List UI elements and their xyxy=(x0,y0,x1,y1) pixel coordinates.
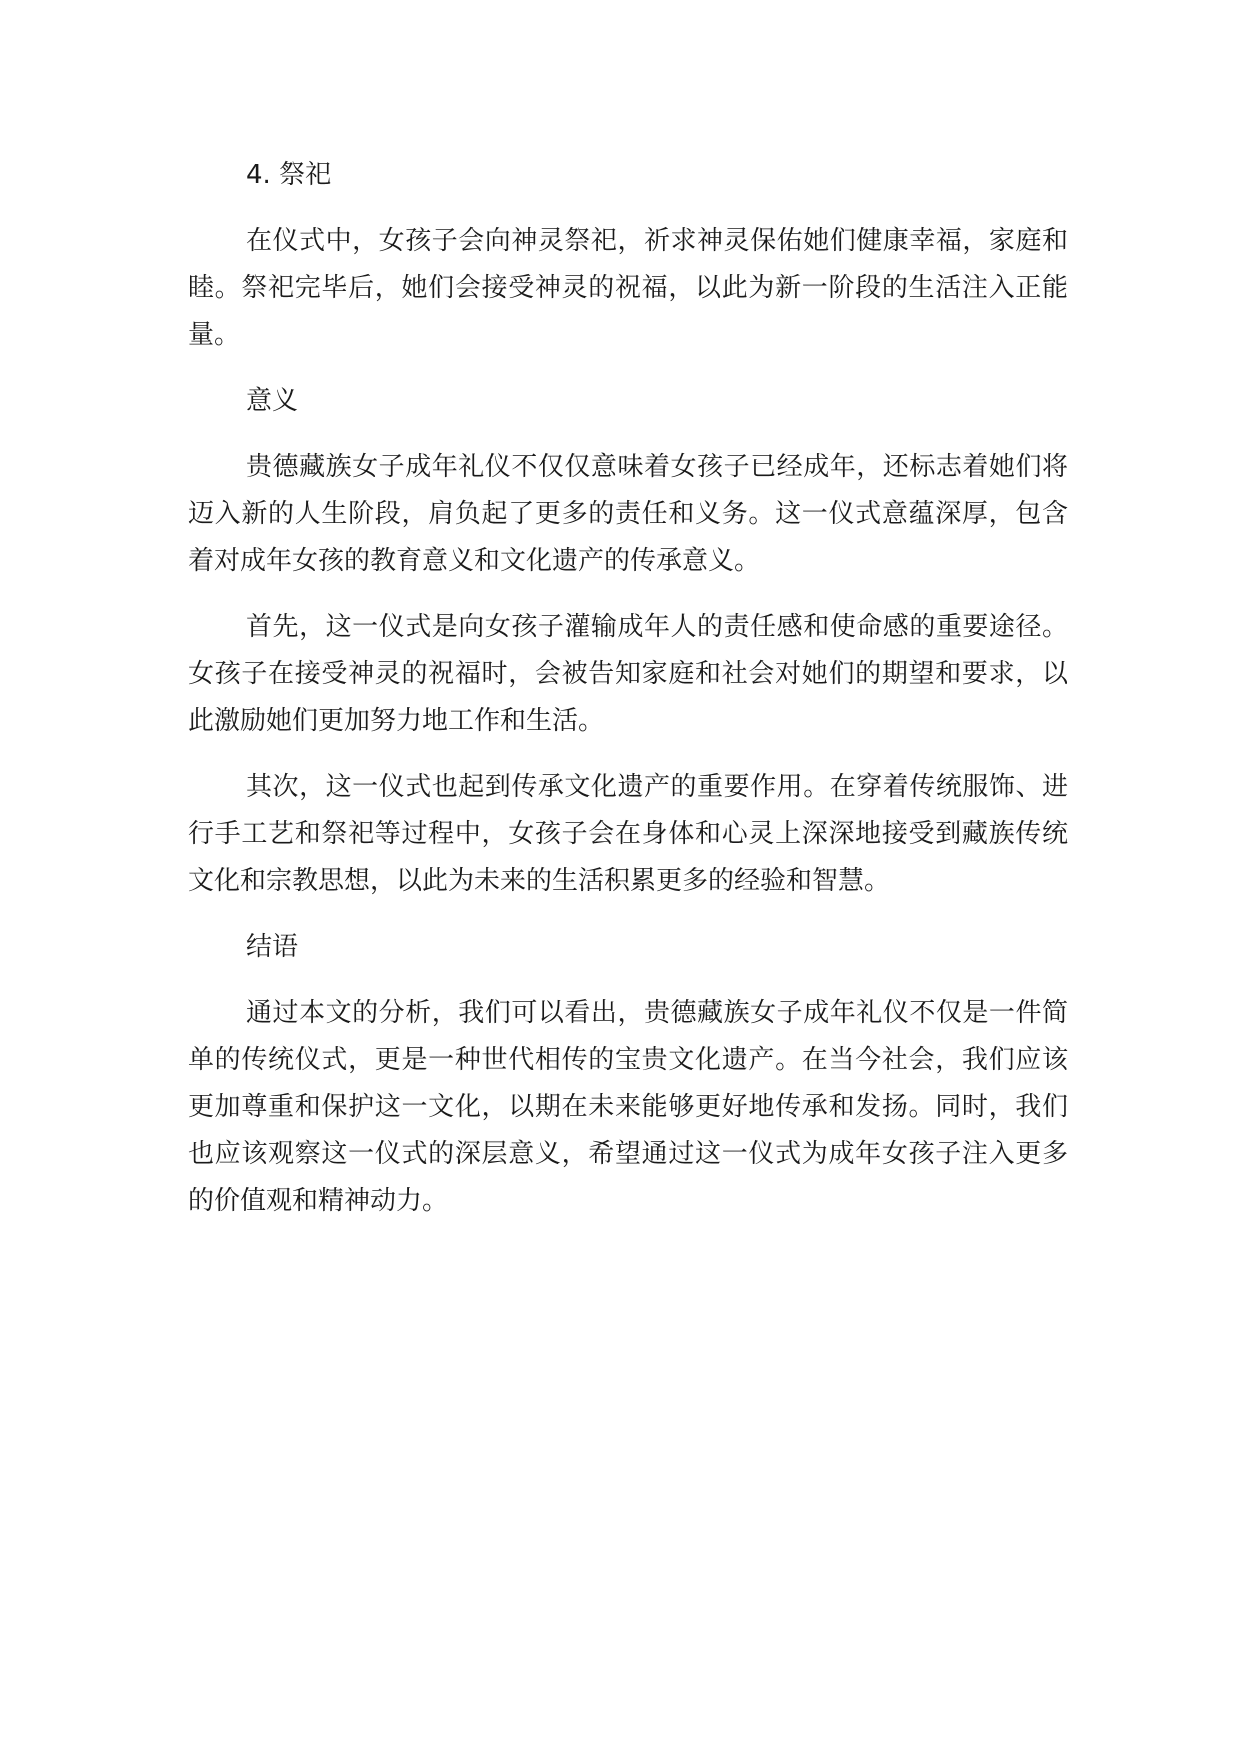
section-heading-meaning: 意义 xyxy=(246,386,299,416)
paragraph-conclusion: 通过本文的分析，我们可以看出，贵德藏族女子成年礼仪不仅是一件简单的传统仪式，更是一种世代相传的宝贵文化遗产。在当今社会，我们应该更加尊重和保护这一文化，以期在未来能够更好地传承和发扬。同时，我们也应该观察这一仪式的深层意义，希望通过这一仪式为成年女孩子注入更多的价值观和精神动力。 xyxy=(188,998,1068,1216)
section-heading-conclusion: 结语 xyxy=(246,932,299,962)
paragraph-sacrifice: 在仪式中，女孩子会向神灵祭祀，祈求神灵保佑她们健康幸福，家庭和睦。祭祀完毕后，她们会接受神灵的祝福，以此为新一阶段的生活注入正能量。 xyxy=(188,226,1068,350)
paragraph-meaning-second: 其次，这一仪式也起到传承文化遗产的重要作用。在穿着传统服饰、进行手工艺和祭祀等过程中，女孩子会在身体和心灵上深深地接受到藏族传统文化和宗教思想，以此为未来的生活积累更多的经验和智慧。 xyxy=(188,772,1068,896)
paragraph-meaning-first: 首先，这一仪式是向女孩子灌输成年人的责任感和使命感的重要途径。女孩子在接受神灵的祝福时，会被告知家庭和社会对她们的期望和要求，以此激励她们更加努力地工作和生活。 xyxy=(188,612,1068,736)
section-heading-sacrifice: 4. 祭祀 xyxy=(246,160,332,190)
paragraph-meaning-intro: 贵德藏族女子成年礼仪不仅仅意味着女孩子已经成年，还标志着她们将迈入新的人生阶段，肩负起了更多的责任和义务。这一仪式意蕴深厚，包含着对成年女孩的教育意义和文化遗产的传承意义。 xyxy=(188,452,1068,576)
document-body xyxy=(188,152,1068,1244)
